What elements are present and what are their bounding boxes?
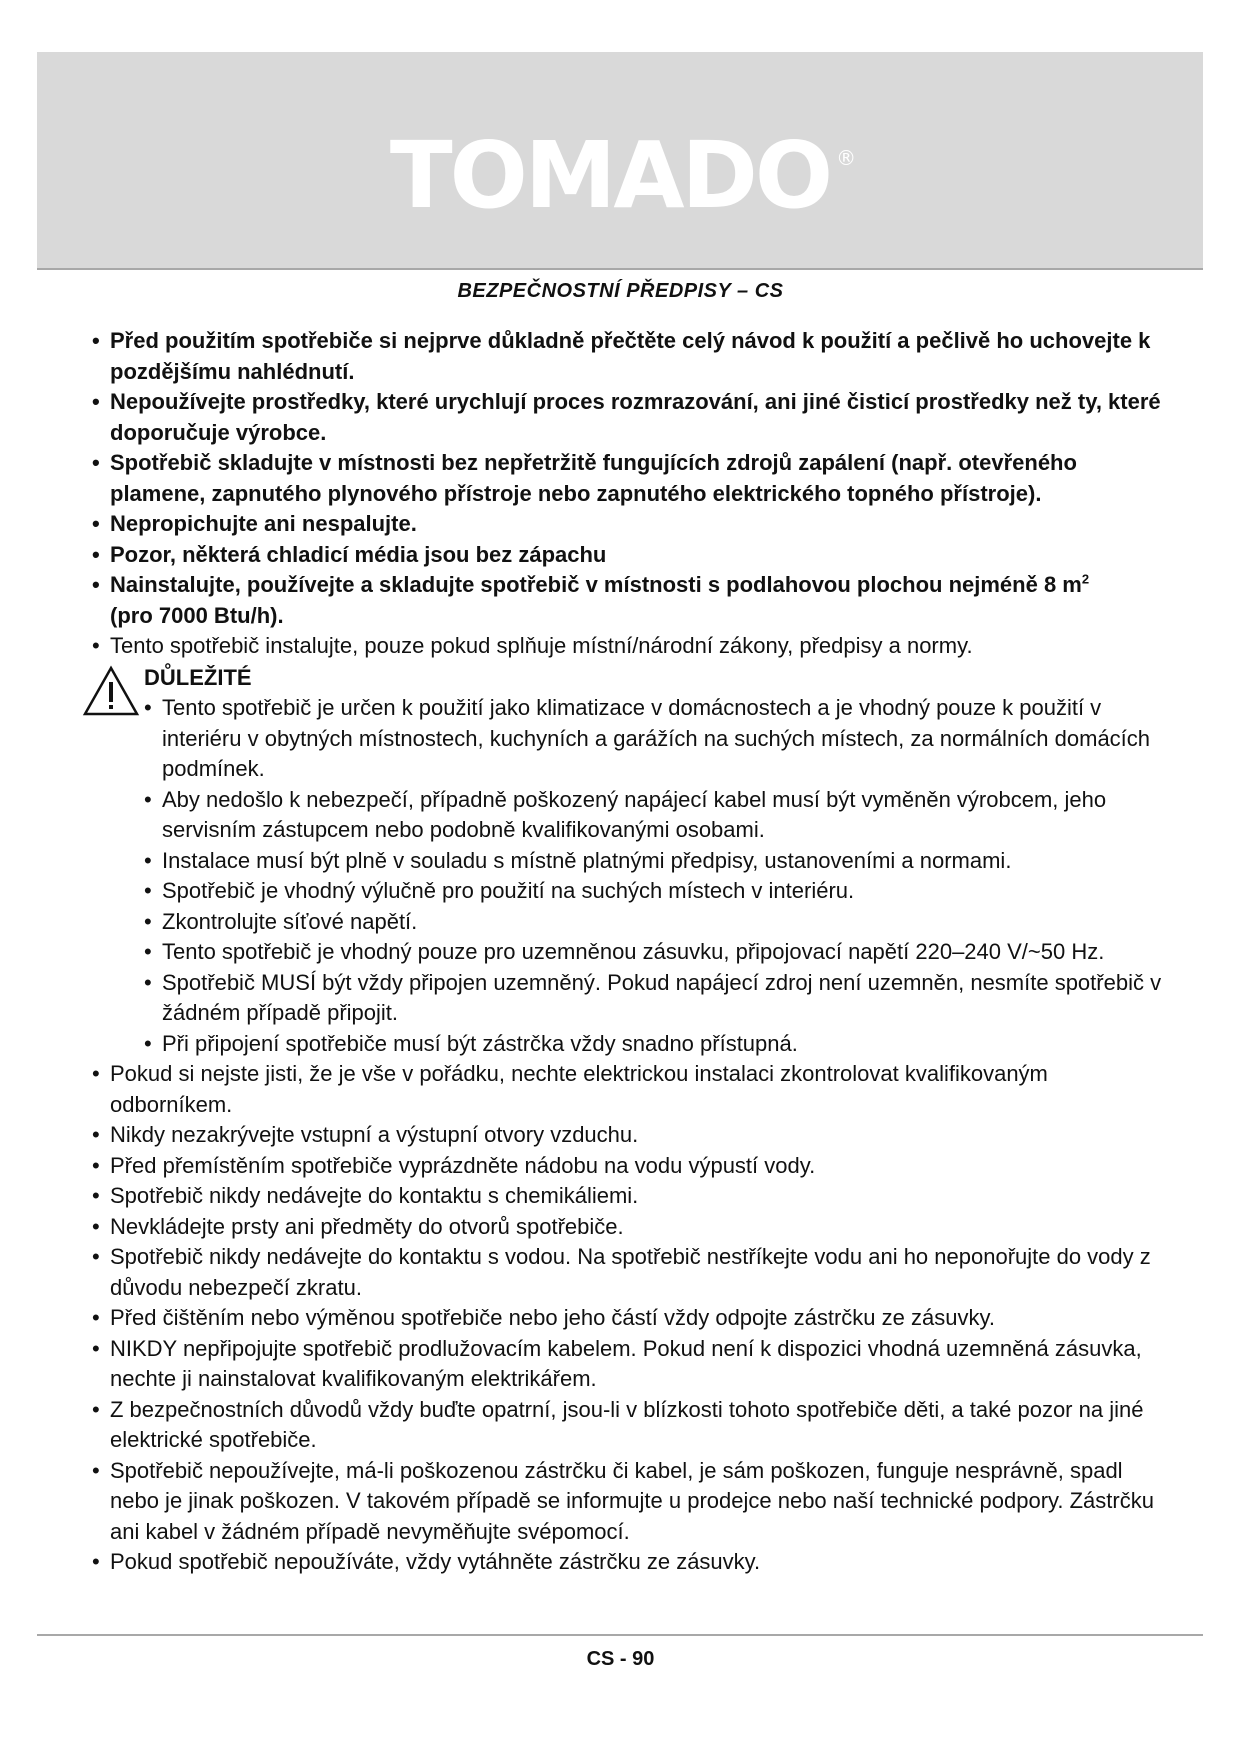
bold-list xyxy=(92,326,1172,662)
important-section xyxy=(144,663,1172,1060)
page-number: CS - 90 xyxy=(586,1648,655,1670)
list-item: • Pozor, některá chladicí média jsou bez zápachu xyxy=(92,540,1172,571)
list-item: • Nepropichujte ani nespalujte. xyxy=(92,509,1172,540)
list-item: • Nepoužívejte prostředky, které urychlují proces rozmrazování, ani jiné čisticí prostředky než ty, které doporučuje výrobce. xyxy=(92,387,1172,448)
safety-content xyxy=(92,326,1172,1578)
list-item: • Před čištěním nebo výměnou spotřebiče nebo jeho částí vždy odpojte zástrčku ze zásuvky. xyxy=(92,1303,1172,1334)
important-heading: DŮLEŽITÉ xyxy=(144,664,252,690)
list-item: • Tento spotřebič instalujte, pouze pokud splňuje místní/národní zákony, předpisy a normy. xyxy=(92,631,1172,662)
registered-mark: ® xyxy=(836,146,857,170)
list-item: • Pokud si nejste jisti, že je vše v pořádku, nechte elektrickou instalaci zkontrolovat kvalifikovaným odborníkem. xyxy=(92,1059,1172,1120)
warning-icon xyxy=(82,665,140,717)
list-item: • Zkontrolujte síťové napětí. xyxy=(144,907,1172,938)
page-title: BEZPEČNOSTNÍ PŘEDPISY – CS xyxy=(457,280,784,302)
list-item: • Aby nedošlo k nebezpečí, případně poškozený napájecí kabel musí být vyměněn výrobcem, jeho servisním zástupcem nebo podobně kvalifikovanými osobami. xyxy=(144,785,1172,846)
general-list xyxy=(92,1059,1172,1578)
header-band xyxy=(37,52,1203,270)
footer-divider xyxy=(37,1634,1203,1636)
list-item: • Tento spotřebič je vhodný pouze pro uzemněnou zásuvku, připojovací napětí 220–240 V/~50 Hz. xyxy=(144,937,1172,968)
list-item: • Spotřebič MUSÍ být vždy připojen uzemněný. Pokud napájecí zdroj není uzemněn, nesmíte spotřebič v žádném případě připojit. xyxy=(144,968,1172,1029)
list-item: • Pokud spotřebič nepoužíváte, vždy vytáhněte zástrčku ze zásuvky. xyxy=(92,1547,1172,1578)
area-requirement-item: • Nainstalujte, používejte a skladujte spotřebič v místnosti s podlahovou plochou nejméně 8 $m^2$ (pro 7000 Btu/h). xyxy=(92,570,1172,631)
brand-logo: TOMADO ® xyxy=(389,122,857,229)
list-item: • Spotřebič je vhodný výlučně pro použití na suchých místech v interiéru. xyxy=(144,876,1172,907)
list-item: • Před použitím spotřebiče si nejprve důkladně přečtěte celý návod k použití a pečlivě ho uchovejte k pozdějšímu nahlédnutí. xyxy=(92,326,1172,387)
list-item: • Spotřebič skladujte v místnosti bez nepřetržitě fungujících zdrojů zapálení (např. otevřeného plamene, zapnutého plynového přístroje nebo zapnutého elektrického topného přístroje). xyxy=(92,448,1172,509)
list-item: • Spotřebič nikdy nedávejte do kontaktu s chemikáliemi. xyxy=(92,1181,1172,1212)
list-item: • Z bezpečnostních důvodů vždy buďte opatrní, jsou-li v blízkosti tohoto spotřebiče děti, a také pozor na jiné elektrické spotřebiče. xyxy=(92,1395,1172,1456)
list-item: • Spotřebič nepoužívejte, má-li poškozenou zástrčku či kabel, je sám poškozen, funguje nesprávně, spadl nebo je jinak poškozen. V takovém případě se informujte u prodejce nebo naší technické podpory. Zástrčku ani kabel v žádném případě nevyměňujte svépomocí. xyxy=(92,1456,1172,1548)
list-item: • NIKDY nepřipojujte spotřebič prodlužovacím kabelem. Pokud není k dispozici vhodná uzemněná zásuvka, nechte ji nainstalovat kvalifikovaným elektrikářem. xyxy=(92,1334,1172,1395)
list-item: • Instalace musí být plně v souladu s místně platnými předpisy, ustanoveními a normami. xyxy=(144,846,1172,877)
list-item: • Při připojení spotřebiče musí být zástrčka vždy snadno přístupná. xyxy=(144,1029,1172,1060)
list-item: • Spotřebič nikdy nedávejte do kontaktu s vodou. Na spotřebič nestříkejte vodu ani ho neponořujte do vody z důvodu nebezpečí zkratu. xyxy=(92,1242,1172,1303)
list-item: • Před přemístěním spotřebiče vyprázdněte nádobu na vodu výpustí vody. xyxy=(92,1151,1172,1182)
important-list xyxy=(144,693,1172,1059)
list-item: • Nevkládejte prsty ani předměty do otvorů spotřebiče. xyxy=(92,1212,1172,1243)
list-item: • Tento spotřebič je určen k použití jako klimatizace v domácnostech a je vhodný pouze k použití v interiéru v obytných místnostech, kuchyních a garážích na suchých místech, za normálních domácích podmínek. xyxy=(144,693,1172,785)
list-item: • Nikdy nezakrývejte vstupní a výstupní otvory vzduchu. xyxy=(92,1120,1172,1151)
